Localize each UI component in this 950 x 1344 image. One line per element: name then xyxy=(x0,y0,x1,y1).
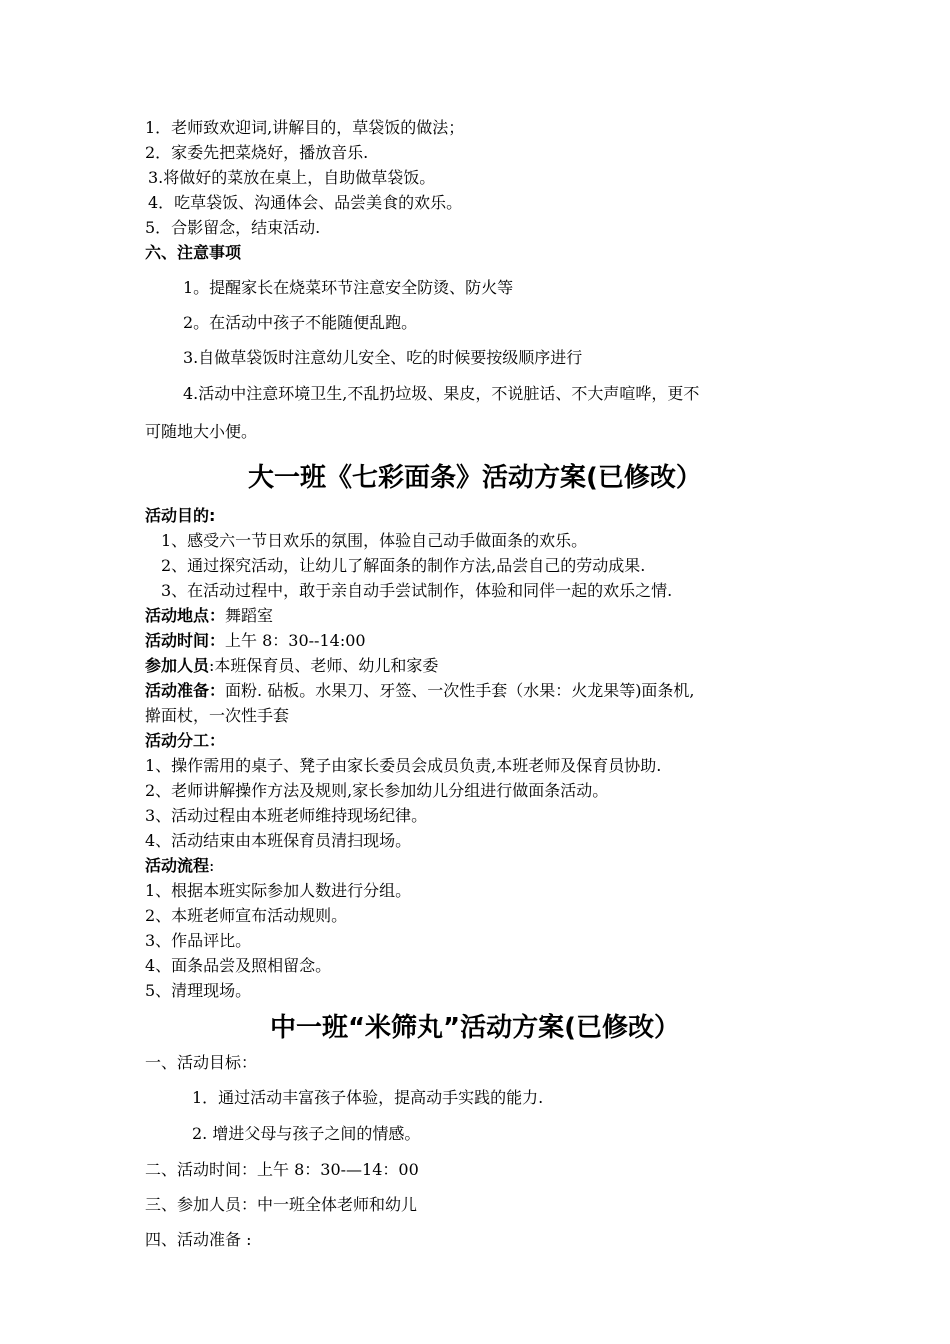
plan3-goal-2: 2. 增进父母与孩子之间的情感。 xyxy=(192,1124,421,1143)
plan2-goal-label: 活动目的: xyxy=(145,506,216,525)
plan2-flow-colon: : xyxy=(209,856,215,875)
plan2-prep-label: 活动准备： xyxy=(145,681,226,700)
plan2-division-1: 1、操作需用的桌子、凳子由家长委员会成员负责,本班老师及保育员协助. xyxy=(145,756,662,775)
plan3-people: 三、参加人员：中一班全体老师和幼儿 xyxy=(145,1195,418,1214)
plan2-division-label: 活动分工： xyxy=(145,731,226,750)
plan2-flow-3: 3、作品评比。 xyxy=(145,931,252,950)
step-4: 4．吃草袋饭、沟通体会、品尝美食的欢乐。 xyxy=(148,193,463,212)
step-1: 1．老师致欢迎词,讲解目的，草袋饭的做法； xyxy=(145,118,465,137)
plan2-place-label: 活动地点： xyxy=(145,606,226,625)
plan2-title: 大一班《七彩面条》活动方案(已修改） xyxy=(248,463,702,493)
plan2-flow-2: 2、本班老师宣布活动规则。 xyxy=(145,906,348,925)
plan2-flow-line xyxy=(145,856,214,876)
step-3: 3.将做好的菜放在桌上，自助做草袋饭。 xyxy=(148,168,436,187)
plan2-prep-value-continued: 擀面杖，一次性手套 xyxy=(145,706,290,725)
step-2: 2．家委先把菜烧好，播放音乐. xyxy=(145,143,369,162)
note-2: 2。在活动中孩子不能随便乱跑。 xyxy=(183,313,418,332)
plan3-goal-heading: 一、活动目标： xyxy=(145,1053,258,1072)
plan2-flow-1: 1、根据本班实际参加人数进行分组。 xyxy=(145,881,412,900)
note-4: 4.活动中注意环境卫生,不乱扔垃圾、果皮，不说脏话、不大声喧哗，更不 xyxy=(183,384,700,403)
plan2-division-4: 4、活动结束由本班保育员清扫现场。 xyxy=(145,831,412,850)
plan2-place-line xyxy=(145,606,273,626)
plan2-goal-2: 2、通过探究活动，让幼儿了解面条的制作方法,品尝自己的劳动成果. xyxy=(161,556,646,575)
plan3-title: 中一班“米筛丸”活动方案(已修改） xyxy=(269,1013,681,1043)
plan2-division-2: 2、老师讲解操作方法及规则,家长参加幼儿分组进行做面条活动。 xyxy=(145,781,609,800)
plan2-people-line xyxy=(145,656,438,676)
plan2-division-3: 3、活动过程由本班老师维持现场纪律。 xyxy=(145,806,428,825)
plan2-flow-4: 4、面条品尝及照相留念。 xyxy=(145,956,332,975)
plan2-flow-label: 活动流程 xyxy=(145,856,210,875)
plan2-goal-3: 3、在活动过程中，敢于亲自动手尝试制作，体验和同伴一起的欢乐之情. xyxy=(161,581,673,600)
plan2-place-value: 舞蹈室 xyxy=(225,606,274,625)
plan3-goal-1: 1．通过活动丰富孩子体验，提高动手实践的能力. xyxy=(192,1088,544,1107)
plan3-time: 二、活动时间：上午 8：30-—14：00 xyxy=(145,1160,419,1179)
step-5: 5．合影留念，结束活动. xyxy=(145,218,321,237)
plan2-time-value: 上午 8：30--14:00 xyxy=(225,631,366,650)
plan2-time-line xyxy=(145,631,366,651)
plan2-goal-1: 1、感受六一节日欢乐的氛围，体验自己动手做面条的欢乐。 xyxy=(161,531,588,550)
plan2-people-label: 参加人员 xyxy=(145,656,210,675)
plan2-flow-5: 5、清理现场。 xyxy=(145,981,252,1000)
plan2-people-value: :本班保育员、老师、幼儿和家委 xyxy=(209,656,439,675)
plan3-prep: 四、活动准备 : xyxy=(145,1230,252,1249)
note-3: 3.自做草袋饭时注意幼儿安全、吃的时候要按级顺序进行 xyxy=(183,348,583,367)
plan2-prep-value: 面粉. 砧板。水果刀、牙签、一次性手套（水果：火龙果等)面条机, xyxy=(225,681,695,700)
plan2-time-label: 活动时间： xyxy=(145,631,226,650)
note-4-continued: 可随地大小便。 xyxy=(145,422,258,441)
plan2-prep-line xyxy=(145,681,695,701)
notes-heading: 六、注意事项 xyxy=(145,243,242,262)
note-1: 1。提醒家长在烧菜环节注意安全防烫、防火等 xyxy=(183,278,514,297)
